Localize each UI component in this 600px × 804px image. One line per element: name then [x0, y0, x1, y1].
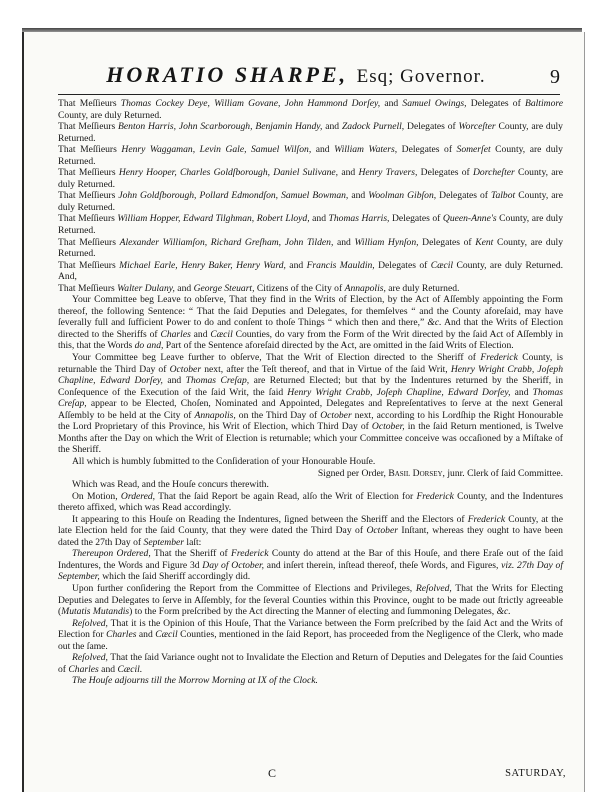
italic-text: October: [169, 363, 202, 375]
text-run: which the ſaid Sheriff accordingly did.: [99, 571, 251, 583]
paragraph-p16: [58, 514, 563, 549]
text-run: are duly Returned.: [385, 282, 460, 294]
italic-text: Charles: [106, 629, 137, 641]
italic-text: Thomas Harris,: [328, 213, 390, 225]
italic-text: Thomas Creſap,: [58, 386, 563, 410]
italic-text: Baltimore: [524, 98, 563, 109]
text-run: That the Writs for Electing Deputies and Delegates to ſerve in Aſſembly, for the ſeveral Counties within this Province, ought to be made out ſtrictly agreeable (: [58, 582, 564, 618]
text-run: County, are duly Returned. And,: [58, 259, 564, 283]
paragraph-p14: [58, 479, 563, 491]
text-run: County do attend at the Bar of this Houſe, and there Eraſe out of the ſaid Indentures, the Words and Figure 3d: [58, 548, 563, 571]
italic-text: &c.: [427, 317, 442, 329]
text-run: Counties, mentioned in the ſaid Report, has proceeded from the Negligence of the Clerk, who made out the ſame.: [58, 629, 563, 652]
text-run: County, are duly Returned.: [58, 167, 563, 190]
text-run: Upon further conſidering the Report from the Committee of Elections and Privileges,: [72, 582, 416, 594]
text-run: Delegates of: [417, 167, 473, 179]
paragraph-p13: [58, 468, 563, 480]
italic-text: Day of October,: [202, 559, 265, 571]
paragraph-p8: [58, 260, 563, 283]
italic-text: Thomas Creſap,: [185, 375, 250, 387]
italic-text: John Goldſborough, Pollard Edmondſon, Samuel Bowman,: [118, 190, 349, 202]
paragraph-p6: [58, 213, 563, 236]
italic-text: Cæcil: [430, 259, 454, 271]
text-run: That the Sheriff of: [150, 548, 232, 560]
paragraph-p4: [58, 167, 563, 190]
italic-text: Annapolis,: [344, 282, 386, 294]
italic-text: Reſolved,: [415, 582, 452, 594]
text-run: County, are duly Returned.: [58, 236, 563, 260]
italic-text: Frederick: [231, 548, 269, 560]
italic-text: Woolman Gibſon,: [368, 190, 437, 202]
text-run: Delegates of: [397, 144, 457, 156]
italic-text: Queen-Anne's: [442, 213, 497, 225]
italic-text: Frederick: [416, 490, 454, 502]
text-run: and: [98, 663, 118, 675]
text-run: County, are duly Returned.: [58, 144, 563, 167]
italic-text: Henry Travers,: [358, 167, 418, 179]
italic-text: October: [320, 409, 352, 421]
text-run: That it is the Opinion of this Houſe, That the Variance between the Form preſcribed by the ſaid Act and the Writs of Election for: [58, 617, 563, 641]
italic-text: William Hopper, Edward Tilghman, Robert Lloyd,: [117, 213, 310, 225]
text-run: are Returned Elected; but that by the Indentures returned by the Sheriff, in Conſequence of the Execution of the ſaid Writ, the ſaid: [58, 375, 563, 398]
text-run: All which is humbly ſubmitted to the Conſideration of your Honourable Houſe.: [72, 455, 376, 467]
text-run: Delegates of: [436, 190, 492, 202]
text-run: Your Committee beg Leave further to obſerve, That the Writ of Election directed to the Sheriff of: [72, 352, 481, 364]
text-run: That Meſſieurs: [58, 190, 119, 202]
text-run: and: [174, 282, 194, 294]
italic-text: Ordered,: [120, 490, 156, 502]
text-run: and: [136, 629, 156, 641]
paragraph-p21: [58, 675, 563, 687]
text-run: Basil Dorsey,: [388, 467, 445, 479]
paragraph-p9: [58, 283, 563, 295]
paragraph-p5: [58, 190, 563, 213]
text-run: That the ſaid Report be again Read, alſo the Writ of Election for: [155, 490, 417, 502]
italic-text: Benton Harris, John Scarborough, Benjamin Handy,: [118, 121, 323, 133]
italic-text: Henry Hooper, Charles Goldſborough, Daniel Sulivane,: [118, 167, 339, 179]
italic-text: October: [366, 525, 398, 537]
text-run: That Meſſieurs: [58, 213, 118, 225]
page-number: 9: [550, 66, 560, 88]
italic-text: George Steuart,: [193, 282, 255, 294]
italic-text: Samuel Owings,: [402, 98, 467, 109]
text-run: on the Third Day of: [235, 409, 321, 421]
italic-text: Charles: [68, 663, 99, 675]
text-run: County, and the Indentures thereto affixed, which was Read accordingly.: [58, 490, 563, 514]
paragraph-p3: [58, 144, 563, 167]
italic-text: Thomas Cockey Deye, William Govane, John Hammond Dorſey,: [120, 98, 381, 109]
text-run: Delegates of: [374, 259, 431, 271]
text-run: Which was Read, and the Houſe concurs therewith.: [72, 479, 269, 491]
header-rule: [58, 94, 560, 95]
italic-text: Francis Mauldin,: [306, 259, 375, 271]
italic-text: Michael Earle, Henry Baker, Henry Ward,: [119, 259, 286, 271]
paragraph-p17: [58, 548, 563, 583]
italic-text: Walter Dulany,: [117, 282, 175, 294]
italic-text: Henry Wright Crabb, Joſeph Chapline, Edward Dorſey,: [58, 363, 563, 387]
italic-text: Cæcil: [210, 328, 233, 340]
text-run: That Meſſieurs: [58, 98, 121, 109]
italic-text: do and,: [134, 340, 164, 352]
catchword: SATURDAY,: [505, 768, 566, 779]
text-run: Delegates of: [466, 98, 525, 109]
paragraph-p18: [58, 583, 563, 618]
text-run: That Meſſieurs: [58, 121, 119, 133]
text-run: and: [162, 375, 186, 387]
italic-text: Frederick: [467, 513, 506, 525]
italic-text: Alexander Williamſon, Richard Greſham, John Tilden,: [119, 236, 334, 248]
text-run: and: [380, 98, 403, 109]
paragraph-p11: [58, 352, 563, 456]
italic-text: The Houſe adjourns till the Morrow Morning at IX of the Clock.: [72, 675, 318, 687]
text-run: and: [322, 121, 342, 133]
text-run: next, after the Teſt thereof, and that in Virtue of the ſaid Writ,: [201, 363, 451, 375]
italic-text: Frederick: [480, 352, 518, 364]
text-run: junr. Clerk of ſaid Committee.: [444, 467, 563, 479]
text-run: and: [510, 386, 533, 398]
header-title: [60, 62, 532, 90]
text-run: and: [311, 144, 335, 156]
italic-text: Mutatis Mutandis: [61, 606, 130, 618]
italic-text: Zadock Purnell,: [341, 121, 405, 133]
italic-text: Cæcil.: [117, 663, 143, 675]
text-run: County, are duly Returned.: [58, 190, 563, 213]
text-run: County, are duly Returned.: [58, 109, 162, 121]
text-run: That Meſſieurs: [58, 282, 118, 294]
header-title-rest: Esq; Governor.: [356, 66, 486, 87]
text-run: And that the Writs of Election directed to the Sheriffs of: [58, 317, 563, 340]
text-run: ) to the Form preſcribed by the Act directing the Manner of electing and ſummoning Delegates,: [129, 606, 497, 618]
paragraph-p15: [58, 491, 563, 514]
text-run: County, are duly Returned.: [58, 121, 563, 144]
italic-text: Dorcheſter: [472, 167, 515, 179]
italic-text: Thereupon Ordered,: [72, 548, 151, 560]
italic-text: Annapolis,: [194, 409, 236, 421]
paragraph-p19: [58, 618, 563, 653]
text-run: Citizens of the City of: [254, 282, 345, 294]
italic-text: Reſolved,: [72, 617, 108, 629]
italic-text: viz. 27th Day of September,: [58, 559, 563, 583]
text-run: and: [348, 190, 369, 202]
text-run: in the ſaid Return mentioned, is Twelve Months after the Day on which the Writ of Election is returnable; which your Committee conceive was occaſioned by a Miſtake of the Sheriff.: [58, 421, 563, 456]
paragraph-p12: [58, 456, 563, 468]
text-run: County, at the late Election held for the ſaid County, that they were dated the Third Day of: [58, 513, 563, 537]
italic-text: William Waters,: [334, 144, 398, 156]
italic-text: Cæcil: [155, 629, 178, 641]
paragraph-p10: [58, 294, 563, 352]
italic-text: Reſolved,: [72, 652, 108, 664]
text-run: Delegates of: [404, 121, 459, 133]
text-run: County, are duly Returned.: [58, 213, 564, 237]
text-run: and: [285, 259, 307, 271]
text-run: Delegates of: [389, 213, 443, 225]
text-run: Your Committee beg Leave to obſerve, That they find in the Writs of Election, by the Act of Aſſembly appointing the Form thereof, the following Sentence: “ That the ſaid Deputies and Delegates, for themſelves “ and the County aforeſaid, may have ſeverally full and ſufficient Power to do and conſent to thoſe Things “ which then and there,”: [58, 294, 563, 329]
text-run: Delegates of: [418, 236, 476, 248]
text-run: That Meſſieurs: [58, 144, 122, 156]
italic-text: Charles: [160, 328, 191, 340]
text-run: and: [190, 328, 211, 340]
text-run: appear to be Elected, Choſen, Nominated and Appointed, Delegates and Repreſentatives to ſerve at the next General Aſſembly to be held at the City of: [58, 398, 563, 421]
running-header: [60, 58, 560, 90]
header-title-name: HORATIO SHARPE,: [106, 62, 349, 87]
paragraph-p7: [58, 237, 563, 260]
text-run: That Meſſieurs: [58, 259, 120, 271]
text-run: Signed per Order,: [317, 467, 389, 479]
italic-text: October,: [371, 421, 405, 433]
text-run: On Motion,: [72, 490, 121, 502]
italic-text: Henry Wright Crabb, Joſeph Chapline, Edward Dorſey,: [287, 386, 511, 398]
text-run: and: [338, 167, 359, 179]
page-footer: [60, 766, 566, 784]
text-run: That Meſſieurs: [58, 167, 119, 179]
document-body: [58, 98, 563, 758]
text-run: Inſtant, whereas they ought to have been dated the 27th Day of: [58, 525, 563, 548]
text-run: Part of the Sentence aforeſaid directed by the Act, are omitted in the ſaid Writs of Election.: [163, 340, 514, 352]
italic-text: Henry Waggaman, Levin Gale, Samuel Wilſon,: [121, 144, 312, 156]
italic-text: William Hynſon,: [354, 236, 419, 248]
text-run: next, according to his Lordſhip the Right Honourable the Lord Proprietary of this Province, his Writ of Election, which Third Day of: [58, 409, 563, 433]
text-run: That the ſaid Variance ought not to Invalidate the Election and Return of Deputies and Delegates for the ſaid Counties of: [58, 652, 563, 675]
paragraph-p20: [58, 652, 563, 675]
paragraph-p1: [58, 98, 563, 121]
text-run: laſt:: [184, 536, 202, 548]
italic-text: Worceſter: [458, 121, 496, 133]
text-run: County, is returnable the Third Day of: [58, 352, 563, 375]
italic-text: September: [143, 536, 185, 548]
italic-text: Talbot: [491, 190, 516, 202]
text-run: It appearing to this Houſe on Reading the Indentures, ſigned between the Sheriff and the Electors of: [72, 513, 468, 525]
text-run: That Meſſieurs: [58, 236, 120, 248]
text-run: Counties, do vary from the Form of the Writ directed by the ſaid Act of Aſſembly in this, that the Words: [58, 328, 563, 352]
text-run: and inſert therein, inſtead thereof, theſe Words, and Figures,: [264, 559, 502, 571]
italic-text: Somerſet: [456, 144, 491, 156]
paragraph-p2: [58, 121, 563, 144]
italic-text: &c.: [496, 606, 511, 618]
signature-mark: C: [268, 766, 277, 780]
italic-text: Kent: [475, 236, 494, 248]
text-run: and: [309, 213, 329, 225]
text-run: and: [333, 236, 355, 248]
